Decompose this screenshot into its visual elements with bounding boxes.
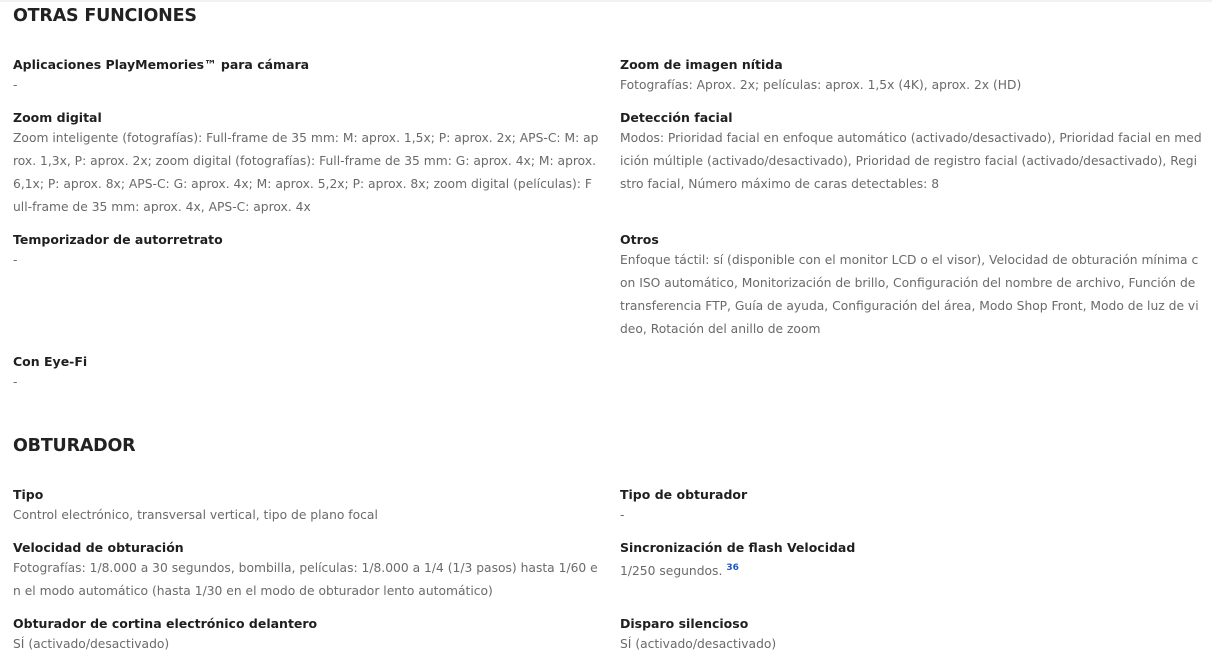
spec-label: Zoom de imagen nítida xyxy=(620,57,783,72)
spec-value: - xyxy=(13,375,18,389)
spec-tipo-obturador xyxy=(620,487,1202,527)
spec-cortina-electronica xyxy=(13,616,599,656)
spec-value: Fotografías: Aprox. 2x; películas: aprox. 1,5x (4K), aprox. 2x (HD) xyxy=(620,78,1022,92)
spec-zoom-imagen-nitida xyxy=(620,57,1202,97)
spec-value xyxy=(620,557,1202,583)
section-title-obturador: OBTURADOR xyxy=(13,436,136,456)
spec-value: - xyxy=(13,253,18,267)
spec-disparo-silencioso xyxy=(620,616,1202,656)
spec-label: Tipo de obturador xyxy=(620,487,748,502)
footnote-link[interactable]: 36 xyxy=(726,563,739,573)
spec-otros xyxy=(620,232,1202,341)
spec-value: Enfoque táctil: sí (disponible con el monitor LCD o el visor), Velocidad de obturación mínima con ISO automático, Monitorización de brillo, Configuración del nombre de archivo, Función de transferencia FTP, Guía de ayuda, Configuración del área, Modo Shop Front, Modo de luz de video, Rotación del anillo de zoom xyxy=(620,253,1199,336)
spec-label: Detección facial xyxy=(620,110,733,125)
spec-label: Zoom digital xyxy=(13,110,102,125)
spec-value: - xyxy=(620,508,625,522)
spec-eye-fi xyxy=(13,354,599,394)
section-title-otras-funciones: OTRAS FUNCIONES xyxy=(13,6,197,26)
spec-label: Tipo xyxy=(13,487,44,502)
spec-label: Obturador de cortina electrónico delantero xyxy=(13,616,318,631)
spec-deteccion-facial xyxy=(620,110,1202,196)
spec-temporizador xyxy=(13,232,599,272)
spec-zoom-digital xyxy=(13,110,599,219)
spec-playmemories xyxy=(13,57,599,97)
spec-sincronizacion-flash xyxy=(620,540,1202,583)
spec-value: Control electrónico, transversal vertical, tipo de plano focal xyxy=(13,508,378,522)
spec-value: SÍ (activado/desactivado) xyxy=(13,637,170,651)
spec-label: Con Eye-Fi xyxy=(13,354,88,369)
top-divider xyxy=(0,0,1212,2)
spec-label: Velocidad de obturación xyxy=(13,540,184,555)
spec-label: Sincronización de flash Velocidad xyxy=(620,540,856,555)
spec-velocidad-obturacion xyxy=(13,540,599,603)
spec-value: Modos: Prioridad facial en enfoque automático (activado/desactivado), Prioridad facial en medición múltiple (activado/desactivado), Prioridad de registro facial (activado/desactivado), Registro facial, Número máximo de caras detectables: 8 xyxy=(620,131,1202,191)
spec-value: Fotografías: 1/8.000 a 30 segundos, bombilla, películas: 1/8.000 a 1/4 (1/3 pasos) hasta 1/60 en el modo automático (hasta 1/30 en el modo de obturador lento automático) xyxy=(13,561,598,598)
spec-value: Zoom inteligente (fotografías): Full-frame de 35 mm: M: aprox. 1,5x; P: aprox. 2x; APS-C: M: aprox. 1,3x, P: aprox. 2x; zoom digital (fotografías): Full-frame de 35 mm: G: aprox. 4x; M: aprox. 6,1x; P: aprox. 8x; APS-C: G: aprox. 4x; M: aprox. 5,2x; P: aprox. 8x; zoom digital (películas): Full-frame de 35 mm: aprox. 4x, APS-C: aprox. 4x xyxy=(13,131,599,214)
spec-value-text: 1/250 segundos. xyxy=(620,564,723,579)
spec-label: Otros xyxy=(620,232,659,247)
spec-label: Disparo silencioso xyxy=(620,616,749,631)
spec-label: Temporizador de autorretrato xyxy=(13,232,223,247)
spec-label: Aplicaciones PlayMemories™ para cámara xyxy=(13,57,310,72)
spec-value: - xyxy=(13,78,18,92)
spec-value: SÍ (activado/desactivado) xyxy=(620,637,777,651)
spec-tipo xyxy=(13,487,599,527)
